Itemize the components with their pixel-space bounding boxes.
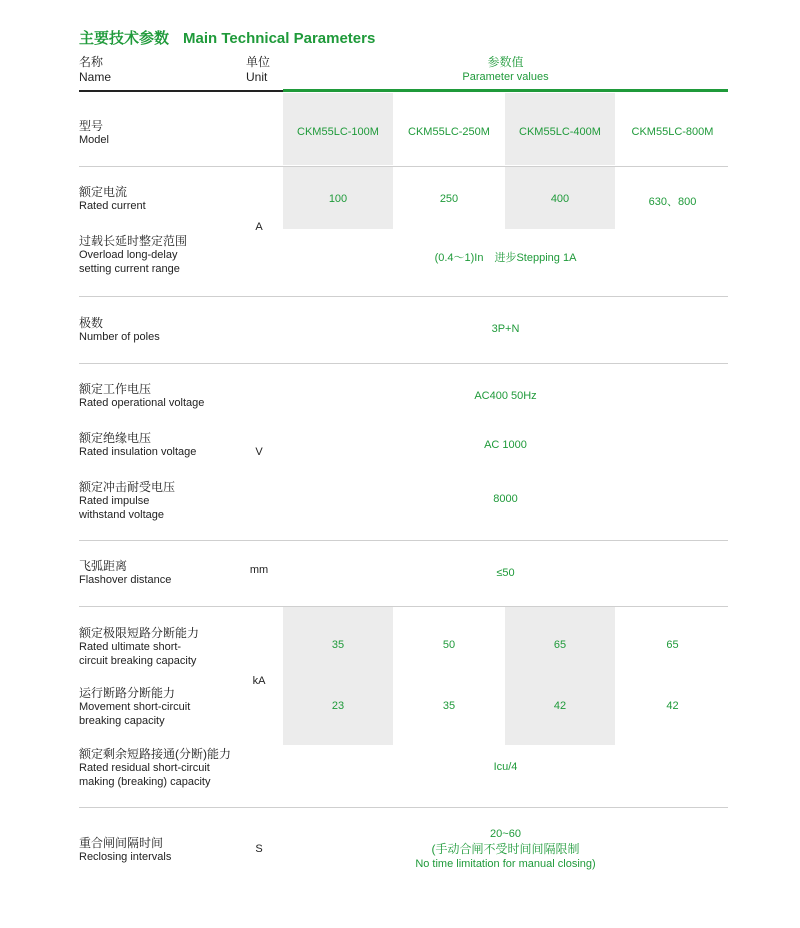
- row-divider: [79, 540, 728, 541]
- model-4: CKM55LC-800M: [631, 126, 714, 138]
- op-voltage-cn: 额定工作电压: [79, 382, 152, 396]
- flashover-en: Flashover distance: [79, 574, 172, 586]
- impulse-en1: Rated impulse: [79, 495, 150, 507]
- unit-voltage: V: [255, 446, 263, 458]
- ins-voltage-value: AC 1000: [484, 439, 527, 451]
- header-name: [79, 55, 111, 85]
- header-name-cn: 名称: [79, 55, 104, 69]
- reclosing-value-2: (手动合闸不受时间间隔限制: [431, 842, 580, 856]
- row-model-label: [79, 119, 109, 147]
- ultimate-value-3: 65: [553, 639, 567, 651]
- ultimate-value-2: 50: [442, 639, 456, 651]
- rated-current-value-2: 250: [439, 193, 459, 205]
- header-name-en: Name: [79, 70, 112, 84]
- reclosing-en: Reclosing intervals: [79, 851, 172, 863]
- row-movement-label: [79, 686, 190, 728]
- overload-en1: Overload long-delay: [79, 249, 178, 261]
- impulse-en2: withstand voltage: [79, 509, 164, 521]
- row-residual-label: [79, 747, 231, 789]
- poles-value: 3P+N: [491, 323, 520, 335]
- row-ins-voltage-label: [79, 431, 196, 459]
- rated-current-en: Rated current: [79, 200, 146, 212]
- row-divider: [79, 606, 728, 607]
- movement-value-4: 42: [666, 700, 679, 712]
- row-reclosing-label: [79, 836, 171, 864]
- header-values: [283, 55, 728, 85]
- row-divider: [79, 166, 728, 167]
- flashover-value: ≤50: [496, 567, 515, 579]
- row-ultimate-label: [79, 626, 199, 668]
- rated-current-value-1: 100: [328, 193, 348, 205]
- overload-en2: setting current range: [79, 263, 180, 275]
- header-values-en: Parameter values: [462, 71, 549, 83]
- row-flashover-label: [79, 559, 171, 587]
- movement-value-1: 23: [331, 700, 345, 712]
- shade-col1-breaking: [283, 607, 393, 745]
- header-values-cn: 参数值: [487, 55, 524, 69]
- ultimate-en1: Rated ultimate short-: [79, 641, 182, 653]
- ultimate-value-1: 35: [331, 639, 345, 651]
- poles-en: Number of poles: [79, 331, 160, 343]
- row-op-voltage-label: [79, 382, 204, 410]
- ultimate-en2: circuit breaking capacity: [79, 655, 197, 667]
- reclosing-value-3: No time limitation for manual closing): [415, 858, 596, 870]
- rated-current-value-3: 400: [550, 193, 570, 205]
- movement-cn: 运行断路分断能力: [79, 686, 176, 700]
- model-2: CKM55LC-250M: [408, 126, 490, 138]
- page-title: [79, 27, 375, 48]
- unit-current: A: [255, 221, 263, 233]
- ins-voltage-cn: 额定绝缘电压: [79, 431, 152, 445]
- row-divider: [79, 807, 728, 808]
- row-rated-current-label: [79, 185, 146, 213]
- movement-value-3: 42: [553, 700, 567, 712]
- rated-current-value-4: 630、800: [648, 196, 697, 208]
- residual-value: Icu/4: [493, 761, 518, 773]
- reclosing-cn: 重合闸间隔时间: [79, 836, 164, 850]
- header-rule-black: [79, 90, 283, 92]
- reclosing-value: [283, 827, 728, 872]
- residual-cn: 额定剩余短路接通(分断)能力: [79, 747, 231, 761]
- header-unit-en: Unit: [246, 70, 268, 84]
- row-divider: [79, 296, 728, 297]
- ultimate-cn: 额定极限短路分断能力: [79, 626, 200, 640]
- overload-value: (0.4～1)In 进步Stepping 1A: [434, 252, 577, 264]
- row-model-en: Model: [79, 134, 109, 146]
- row-poles-label: [79, 316, 160, 344]
- unit-flashover: mm: [249, 564, 269, 576]
- ins-voltage-en: Rated insulation voltage: [79, 446, 197, 458]
- reclosing-value-1: 20~60: [490, 828, 521, 840]
- unit-reclosing: S: [255, 843, 263, 855]
- unit-ka: kA: [252, 675, 266, 687]
- movement-en2: breaking capacity: [79, 715, 165, 727]
- poles-cn: 极数: [79, 316, 104, 330]
- flashover-cn: 飞弧距离: [79, 559, 128, 573]
- row-model-cn: 型号: [79, 119, 104, 133]
- op-voltage-value: AC400 50Hz: [474, 390, 537, 402]
- header-rule-green: [283, 89, 728, 92]
- row-overload-label: [79, 234, 187, 276]
- model-1: CKM55LC-100M: [297, 126, 379, 138]
- ultimate-value-4: 65: [666, 639, 679, 651]
- title-cn: 主要技术参数: [79, 30, 170, 47]
- row-divider: [79, 363, 728, 364]
- residual-en2: making (breaking) capacity: [79, 776, 211, 788]
- movement-en1: Movement short-circuit: [79, 701, 191, 713]
- impulse-cn: 额定冲击耐受电压: [79, 480, 176, 494]
- header-unit-cn: 单位: [246, 55, 271, 69]
- op-voltage-en: Rated operational voltage: [79, 397, 205, 409]
- model-3: CKM55LC-400M: [519, 126, 601, 138]
- title-en: Main Technical Parameters: [183, 30, 376, 47]
- row-impulse-label: [79, 480, 175, 522]
- header-unit: [246, 55, 270, 85]
- rated-current-cn: 额定电流: [79, 185, 128, 199]
- impulse-value: 8000: [493, 493, 518, 505]
- movement-value-2: 35: [442, 700, 456, 712]
- residual-en1: Rated residual short-circuit: [79, 762, 210, 774]
- overload-cn: 过载长延时整定范围: [79, 234, 188, 248]
- shade-col3-breaking: [505, 607, 615, 745]
